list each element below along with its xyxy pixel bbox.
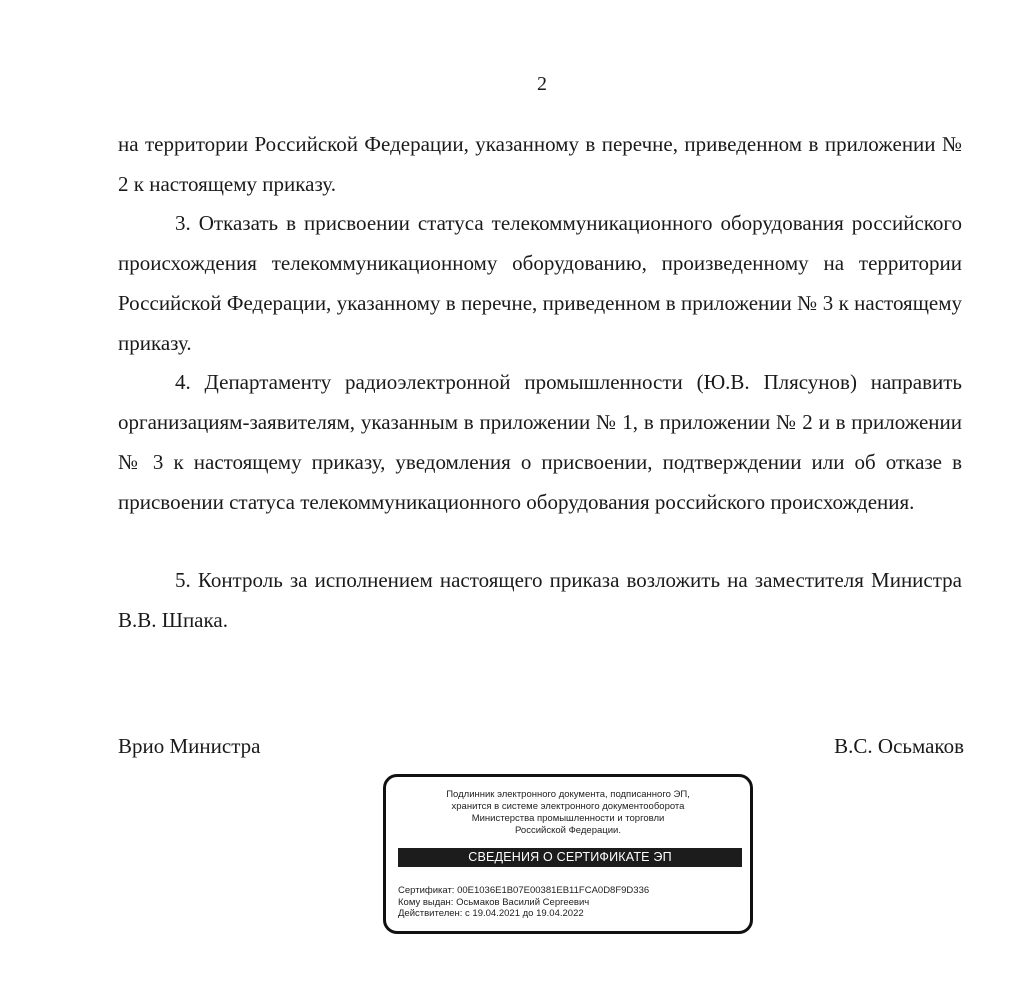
paragraph-continuation: на территории Российской Федерации, указанному в перечне, приведенном в приложении № 2 к настоящему приказу. (118, 132, 962, 196)
electronic-signature-stamp (383, 774, 753, 934)
stamp-certificate: Сертификат: 00E1036E1B07E00381EB11FCA0D8F9D336 (398, 885, 650, 896)
stamp-details (398, 885, 649, 920)
page-number: 2 (537, 73, 547, 95)
stamp-issued-to: Кому выдан: Осьмаков Василий Сергеевич (398, 896, 590, 908)
stamp-validity: Действителен: с 19.04.2021 до 19.04.2022 (398, 908, 584, 919)
stamp-notice: Подлинник электронного документа, подписанного ЭП, хранится в системе электронного документооборота Министерства промышленности и торговли Российской Федерации. (446, 789, 690, 836)
paragraph-item-3: 3. Отказать в присвоении статуса телекоммуникационного оборудования российского происхождения телекоммуникационному оборудованию, произведенному на территории Российской Федерации, указанному в перечне, приведенном в приложении № 3 к настоящему приказу. (118, 211, 962, 355)
signature-row (118, 734, 964, 759)
signatory-position: Врио Министра (118, 734, 261, 758)
signatory-name: В.С. Осьмаков (834, 734, 964, 758)
stamp-header: СВЕДЕНИЯ О СЕРТИФИКАТЕ ЭП (398, 848, 742, 867)
paragraph-item-5: 5. Контроль за исполнением настоящего приказа возложить на заместителя Министра В.В. Шпака. (118, 568, 962, 632)
paragraph-item-4: 4. Департаменту радиоэлектронной промышленности (Ю.В. Плясунов) направить организациям-заявителям, указанным в приложении № 1, в приложении № 2 и в приложении № 3 к настоящему приказу, уведомления о присвоении, подтверждении или об отказе в присвоении статуса телекоммуникационного оборудования российского происхождения. (118, 370, 962, 514)
